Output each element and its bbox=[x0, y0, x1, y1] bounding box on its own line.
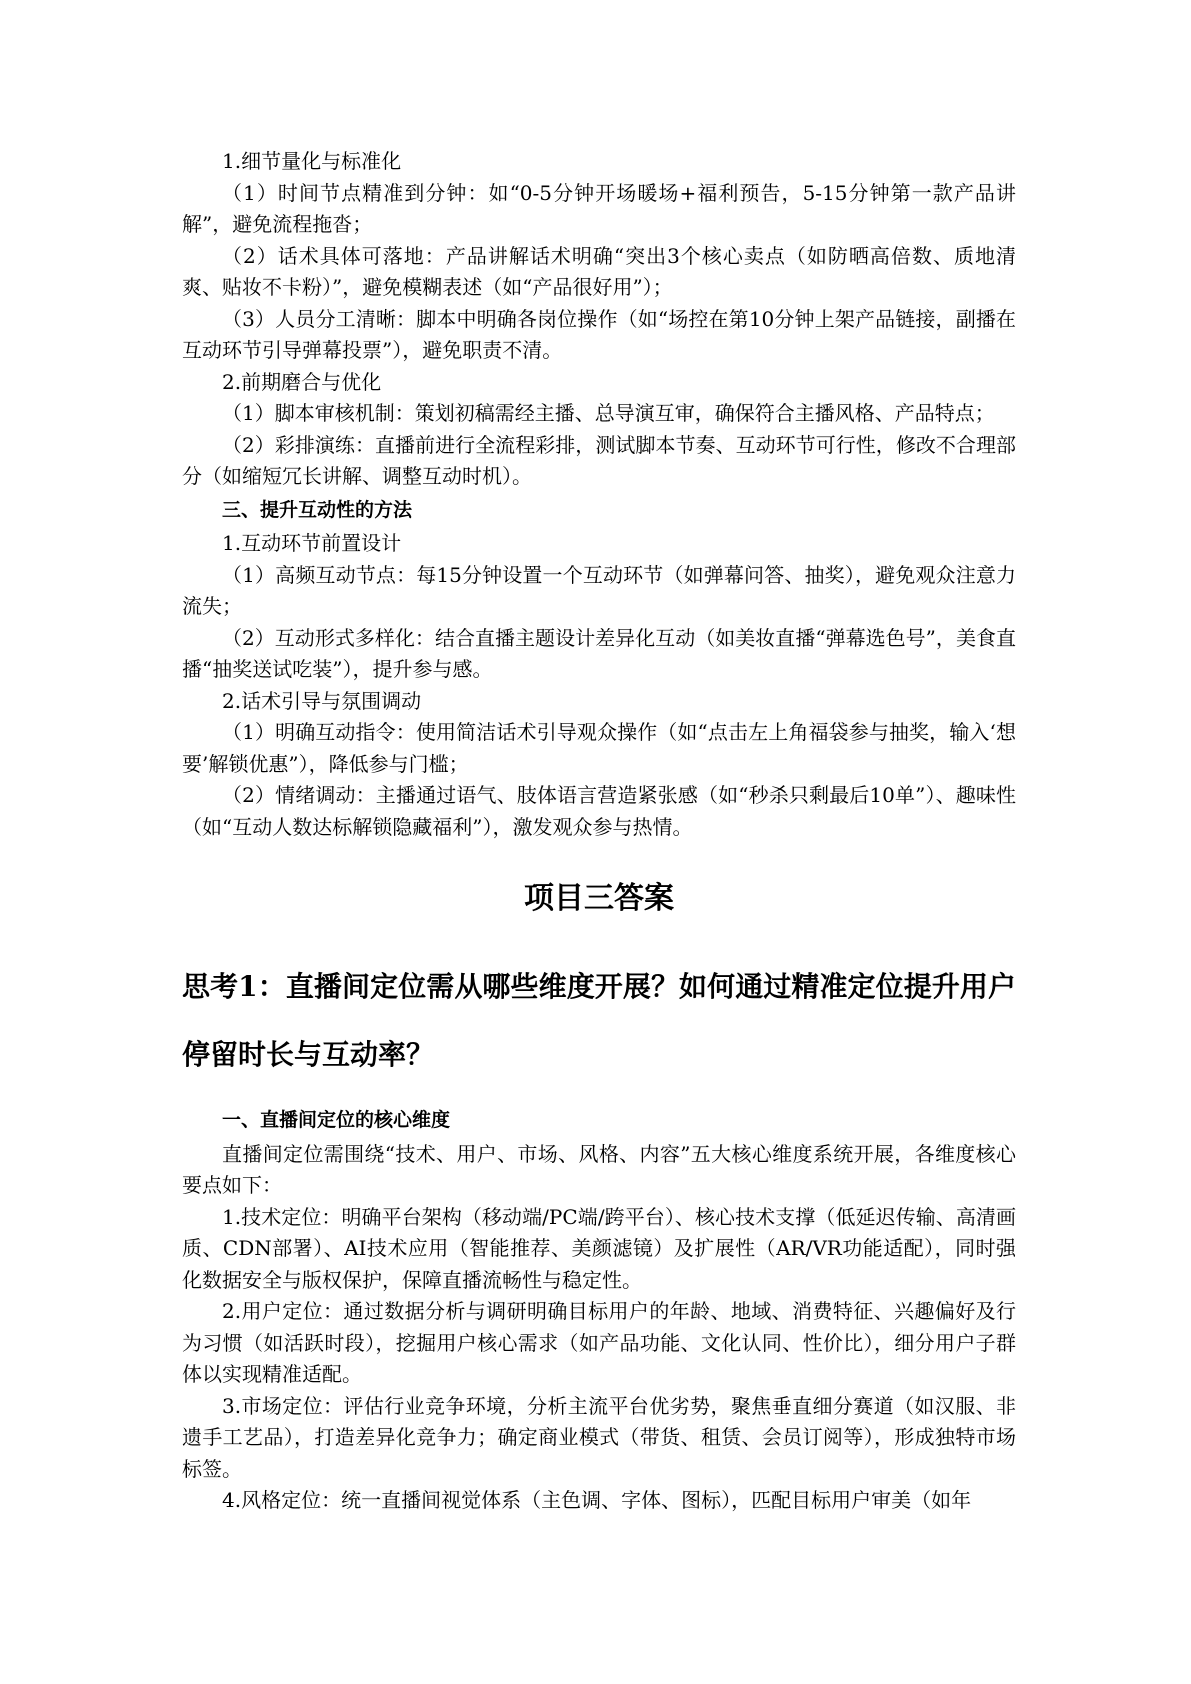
paragraph: 4.风格定位：统一直播间视觉体系（主色调、字体、图标），匹配目标用户审美（如年 bbox=[222, 1488, 972, 1512]
paragraph: 1.技术定位：明确平台架构（移动端/PC端/跨平台）、核心技术支撑（低延迟传输、高清画质、CDN部署）、AI技术应用（智能推荐、美颜滤镜）及扩展性（AR/VR功能适配），同时强化数据安全与版权保护，保障直播流畅性与稳定性。 bbox=[182, 1204, 1016, 1292]
chapter-title: 项目三答案 bbox=[524, 881, 674, 916]
document-body bbox=[182, 146, 1016, 1517]
paragraph: 直播间定位需围绕“技术、用户、市场、风格、内容”五大核心维度系统开展，各维度核心要点如下： bbox=[182, 1141, 1016, 1197]
subsection-heading: 2.话术引导与氛围调动 bbox=[222, 688, 422, 713]
paragraph: （2）互动形式多样化：结合直播主题设计差异化互动（如美妆直播“弹幕选色号”，美食直播“抽奖送试吃装”），提升参与感。 bbox=[182, 625, 1016, 681]
paragraph: 2.用户定位：通过数据分析与调研明确目标用户的年龄、地域、消费特征、兴趣偏好及行为习惯（如活跃时段），挖掘用户核心需求（如产品功能、文化认同、性价比），细分用户子群体以实现精准适配。 bbox=[182, 1299, 1016, 1386]
subsection-heading: 2.前期磨合与优化 bbox=[222, 369, 382, 394]
paragraph: （2）彩排演练：直播前进行全流程彩排，测试脚本节奏、互动环节可行性，修改不合理部分（如缩短冗长讲解、调整互动时机）。 bbox=[182, 432, 1016, 488]
paragraph: （3）人员分工清晰：脚本中明确各岗位操作（如“场控在第10分钟上架产品链接，副播在互动环节引导弹幕投票”），避免职责不清。 bbox=[182, 306, 1016, 362]
question-heading: 思考1：直播间定位需从哪些维度开展？如何通过精准定位提升用户停留时长与互动率？ bbox=[182, 970, 1016, 1071]
section-heading: 三、提升互动性的方法 bbox=[222, 498, 413, 521]
subsection-heading: 1.细节量化与标准化 bbox=[222, 149, 402, 173]
section-heading: 一、直播间定位的核心维度 bbox=[222, 1109, 451, 1131]
paragraph: （2）情绪调动：主播通过语气、肢体语言营造紧张感（如“秒杀只剩最后10单”）、趣味性（如“互动人数达标解锁隐藏福利”），激发观众参与热情。 bbox=[182, 783, 1016, 839]
paragraph: （1）脚本审核机制：策划初稿需经主播、总导演互审，确保符合主播风格、产品特点； bbox=[222, 401, 995, 425]
paragraph: （1）明确互动指令：使用简洁话术引导观众操作（如“点击左上角福袋参与抽奖，输入‘想要’解锁优惠”），降低参与门槛； bbox=[182, 720, 1016, 776]
subsection-heading: 1.互动环节前置设计 bbox=[222, 531, 402, 555]
paragraph: （1）时间节点精准到分钟：如“0-5分钟开场暖场+福利预告，5-15分钟第一款产品讲解”，避免流程拖沓； bbox=[182, 180, 1016, 236]
paragraph: （1）高频互动节点：每15分钟设置一个互动环节（如弹幕问答、抽奖），避免观众注意力流失； bbox=[182, 562, 1016, 618]
paragraph: （2）话术具体可落地：产品讲解话术明确“突出3个核心卖点（如防晒高倍数、质地清爽、贴妆不卡粉）”，避免模糊表述（如“产品很好用”）； bbox=[182, 243, 1016, 299]
paragraph: 3.市场定位：评估行业竞争环境，分析主流平台优劣势，聚焦垂直细分赛道（如汉服、非遗手工艺品），打造差异化竞争力；确定商业模式（带货、租赁、会员订阅等），形成独特市场标签。 bbox=[182, 1393, 1016, 1481]
